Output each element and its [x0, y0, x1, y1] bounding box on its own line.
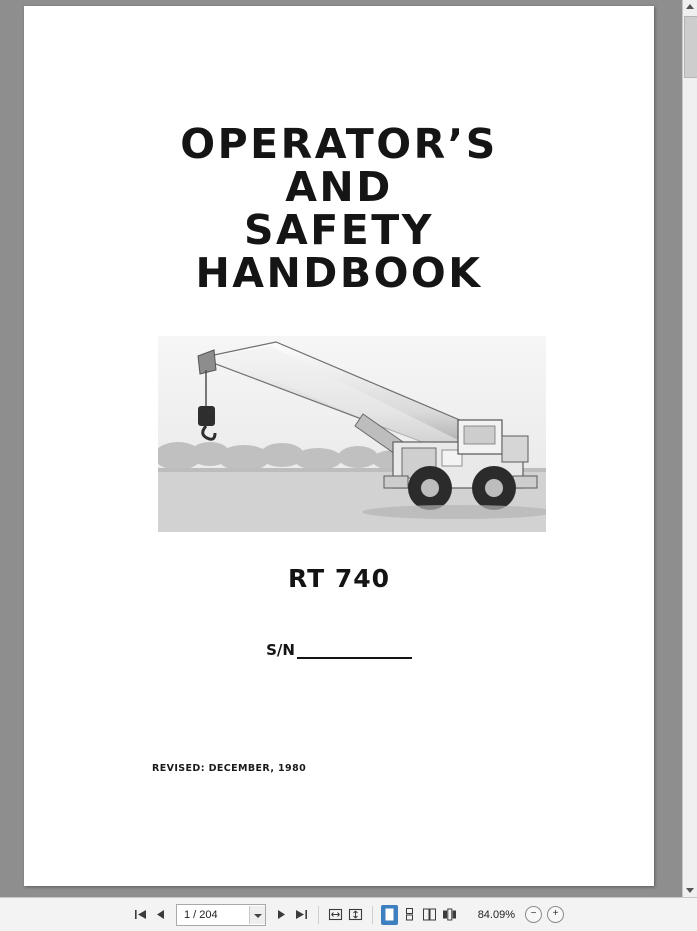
chevron-down-icon[interactable] — [249, 906, 265, 924]
scrollbar-thumb[interactable] — [684, 16, 697, 78]
cover-title — [24, 120, 654, 297]
crane-photograph — [158, 336, 546, 532]
last-page-icon[interactable] — [293, 905, 310, 925]
viewer-toolbar — [0, 897, 697, 931]
continuous-scroll-icon[interactable] — [401, 905, 418, 925]
zoom-in-button[interactable]: + — [547, 906, 564, 923]
model-designation: RT 740 — [287, 564, 391, 593]
toolbar-divider-2 — [372, 906, 373, 924]
scroll-up-arrow-icon[interactable] — [683, 0, 697, 14]
revision-note: REVISED: DECEMBER, 1980 — [152, 763, 307, 774]
toolbar-divider — [318, 906, 319, 924]
pdf-page — [24, 6, 654, 886]
title-line-1: OPERATOR’S — [180, 120, 498, 168]
next-page-icon[interactable] — [273, 905, 290, 925]
vertical-scrollbar[interactable] — [682, 0, 697, 898]
fit-page-icon[interactable] — [347, 905, 364, 925]
title-line-2: AND — [285, 163, 393, 211]
serial-number-label: S/N — [266, 641, 295, 659]
page-number-value[interactable]: 1 / 204 — [184, 908, 218, 921]
scroll-down-arrow-icon[interactable] — [683, 884, 697, 898]
fit-width-icon[interactable] — [327, 905, 344, 925]
first-page-icon[interactable] — [132, 905, 149, 925]
zoom-out-button[interactable]: − — [525, 906, 542, 923]
single-page-view-icon[interactable] — [381, 905, 398, 925]
book-view-icon[interactable] — [441, 905, 458, 925]
title-line-3: SAFETY — [244, 206, 434, 254]
title-line-4: HANDBOOK — [195, 249, 483, 297]
serial-number-field — [24, 641, 654, 659]
page-number-input[interactable] — [176, 904, 266, 926]
zoom-level-value: 84.09% — [477, 908, 515, 921]
two-page-view-icon[interactable] — [421, 905, 438, 925]
serial-number-rule — [297, 645, 412, 659]
previous-page-icon[interactable] — [152, 905, 169, 925]
